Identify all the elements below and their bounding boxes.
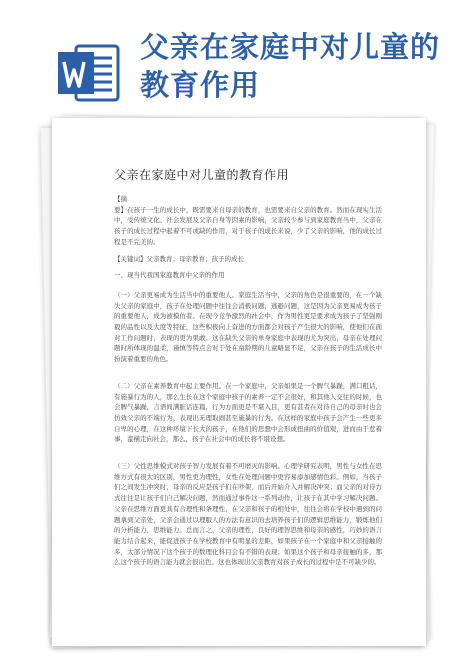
paragraph: （三）父性思维模式对孩子智力发展有着不可磨灭的影响。心理学研究表明，男性与女性在思维方式有很大的区别，男性更为理性，女性在处理问题中更容易添加感情色彩。例如，当孩子们之间发生冲突时，母亲的反应是孩子们在吵架，而后开始介入并解决冲突；而父亲的对待方式往往是让孩子们自己解决问题，然而通过事件这一系列动作，让孩子在其中学习解决问题。父亲在思维方面更具有合理性和条理性，在父亲和孩子的相处中，往往会将在学校中遇到的问题拿到父亲处，父亲会通过以理服人的方法有意识的去培养孩子们的逻辑思维能力，锻炼他们的分析能力，思维能力。总而言之，父亲的理性，良好的理智思维和母亲的感性，巧妙的语言能力结合起来，能促进孩子在学校教育中有明显的差距，如果孩子在一个家庭中和父亲接触的多，大部分情况下这个孩子的数理化科目会有不错的表现；如果这个孩子和母亲接触的多，那么这个孩子的语言能力就会很出色。这也体现出父亲教育对孩子成长的过程中是不可缺少的。 [114, 462, 382, 567]
header-banner [0, 0, 474, 110]
document-title: 父亲在家庭中对儿童的教育作用 [114, 168, 290, 182]
word-document-icon [56, 42, 120, 104]
keywords: 【关键词】父亲教育；母亲教育；孩子的成长 [114, 254, 244, 263]
abstract-label: 【摘 [114, 195, 127, 203]
paragraph: （二）父亲在素养教育中起主要作用。在一个家庭中，父亲如果是一个脾气暴躁，满口粗话，有施暴行为的人，那么生长在这个家庭中孩子的素养一定不会很好，和其他人交往的时候，也会脾气暴躁，言语间满脏话连篇，行为方面更是不堪入目，更有甚者在对待自己的母亲时也会仿效父亲的不端行为，表现出无理取闹甚至施暴的行为。在这样的家庭中孩子会产生一些更多自卑的心理，在这种环境下长大的孩子，在他们的思想中会形成扭曲的价值观，进而由于惹着事，蛮横走向社会，那么，孩子在社会中的成长将不堪设想。 [114, 381, 382, 444]
paragraph: （一）父亲更易成为生活当中的重要他人。家庭生活当中，父亲的角色是很重要的，在一个缺失父亲的家庭中，孩子在处理问题中往往会消极问题，逃避问题，这是因为父亲更易成为孩子的重要他人，成为被模仿者。在现今竞争激烈的社会中，作为男性更是要求成为孩子了坚强刚毅的品性以及大度等特征，这些积极向上奋进的方面都会对孩子产生很大的影响，使他们在面对工作问题时，表现的更为果敢。这在缺失父亲的单身家庭中表现的尤为突出，母亲在处理问题时所体现的温柔，谨慎等特点会对于处在童龄期的儿童略显不足，父亲在孩子的生活成长中扮演着重要的角色。 [114, 290, 382, 364]
section-heading: 一、现当代我国家庭教育中父亲的作用 [114, 271, 225, 280]
header-title: 父亲在家庭中对儿童的教育作用 [140, 30, 441, 102]
document-page [52, 118, 426, 646]
document-body [114, 194, 382, 568]
abstract-text: 要】在孩子一生的成长中，既需要来自母亲的教育，也需要来自父亲的教育。然而在现实生活中，受传统文化、社会发展及父亲自身等因素的影响，父亲较少参与到家庭教育当中，父亲在孩子的成长过程中起着不可或缺的作用，对于孩子的成长来说，少了父亲的影响，他的成长过程是不完美的。 [114, 205, 382, 246]
